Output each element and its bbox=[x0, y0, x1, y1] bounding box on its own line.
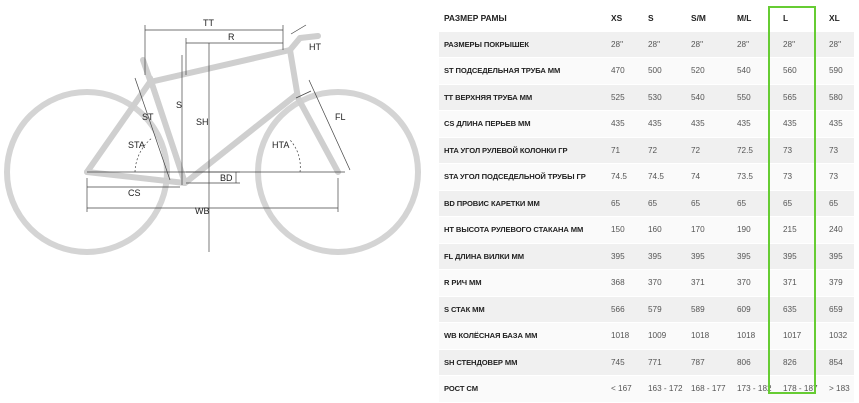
label-sh: SH bbox=[196, 117, 209, 127]
bike-geometry-diagram bbox=[0, 0, 430, 400]
cell-value: 65 bbox=[824, 191, 854, 217]
cell-value: 368 bbox=[606, 270, 643, 296]
cell-value: 395 bbox=[732, 244, 778, 270]
header-size: M/L bbox=[732, 5, 778, 31]
cell-value: 379 bbox=[824, 270, 854, 296]
row-label: STA УГОЛ ПОДСЕДЕЛЬНОЙ ТРУБЫ ГР bbox=[439, 164, 606, 190]
table-row bbox=[439, 164, 854, 190]
row-label: РОСТ СМ bbox=[439, 376, 606, 402]
cell-value: 520 bbox=[686, 58, 732, 84]
cell-value: 609 bbox=[732, 297, 778, 323]
label-s: S bbox=[176, 100, 183, 110]
dimension-lines bbox=[87, 25, 350, 252]
cell-value: 540 bbox=[686, 85, 732, 111]
cell-value: 371 bbox=[778, 270, 824, 296]
label-fl: FL bbox=[335, 112, 346, 122]
cell-value: 540 bbox=[732, 58, 778, 84]
table-row bbox=[439, 32, 854, 58]
table-row bbox=[439, 350, 854, 376]
cell-value: 73 bbox=[778, 164, 824, 190]
cell-value: 71 bbox=[606, 138, 643, 164]
cell-value: 579 bbox=[643, 297, 686, 323]
cell-value: 787 bbox=[686, 350, 732, 376]
cell-value: 435 bbox=[686, 111, 732, 137]
cell-value: 1018 bbox=[686, 323, 732, 349]
cell-value: 73 bbox=[824, 138, 854, 164]
cell-value: 65 bbox=[732, 191, 778, 217]
header-size: S bbox=[643, 5, 686, 31]
cell-value: 435 bbox=[643, 111, 686, 137]
table-row bbox=[439, 244, 854, 270]
cell-value: 435 bbox=[606, 111, 643, 137]
cell-value: 72 bbox=[686, 138, 732, 164]
cell-value: 28" bbox=[732, 32, 778, 58]
label-hta: HTA bbox=[272, 140, 290, 150]
cell-value: 771 bbox=[643, 350, 686, 376]
cell-value: 560 bbox=[778, 58, 824, 84]
bike-frame bbox=[87, 36, 338, 183]
cell-value: 395 bbox=[606, 244, 643, 270]
table-row bbox=[439, 376, 854, 402]
cell-value: 745 bbox=[606, 350, 643, 376]
cell-value: 1018 bbox=[732, 323, 778, 349]
cell-value: 28" bbox=[824, 32, 854, 58]
table-row bbox=[439, 191, 854, 217]
row-label: WB КОЛЁСНАЯ БАЗА ММ bbox=[439, 323, 606, 349]
cell-value: 74.5 bbox=[643, 164, 686, 190]
label-cs: CS bbox=[128, 188, 141, 198]
cell-value: 163 - 172 bbox=[643, 376, 686, 402]
row-label: HTA УГОЛ РУЛЕВОЙ КОЛОНКИ ГР bbox=[439, 138, 606, 164]
cell-value: 500 bbox=[643, 58, 686, 84]
cell-value: 72 bbox=[643, 138, 686, 164]
cell-value: 659 bbox=[824, 297, 854, 323]
cell-value: 854 bbox=[824, 350, 854, 376]
cell-value: 74.5 bbox=[606, 164, 643, 190]
cell-value: 73 bbox=[778, 138, 824, 164]
cell-value: 590 bbox=[824, 58, 854, 84]
row-label: S СТАК ММ bbox=[439, 297, 606, 323]
cell-value: 72.5 bbox=[732, 138, 778, 164]
cell-value: 173 - 182 bbox=[732, 376, 778, 402]
label-wb: WB bbox=[195, 206, 210, 216]
table-row bbox=[439, 85, 854, 111]
cell-value: 150 bbox=[606, 217, 643, 243]
header-size: S/M bbox=[686, 5, 732, 31]
cell-value: 65 bbox=[778, 191, 824, 217]
cell-value: 28" bbox=[643, 32, 686, 58]
row-label: CS ДЛИНА ПЕРЬЕВ ММ bbox=[439, 111, 606, 137]
header-size: XS bbox=[606, 5, 643, 31]
cell-value: 395 bbox=[643, 244, 686, 270]
table-row bbox=[439, 58, 854, 84]
cell-value: 65 bbox=[606, 191, 643, 217]
cell-value: 73 bbox=[824, 164, 854, 190]
cell-value: 190 bbox=[732, 217, 778, 243]
cell-value: 525 bbox=[606, 85, 643, 111]
cell-value: 806 bbox=[732, 350, 778, 376]
cell-value: 565 bbox=[778, 85, 824, 111]
cell-value: 550 bbox=[732, 85, 778, 111]
cell-value: 65 bbox=[643, 191, 686, 217]
cell-value: 1032 bbox=[824, 323, 854, 349]
cell-value: 435 bbox=[778, 111, 824, 137]
cell-value: 470 bbox=[606, 58, 643, 84]
cell-value: 435 bbox=[732, 111, 778, 137]
cell-value: 1009 bbox=[643, 323, 686, 349]
row-label: РАЗМЕРЫ ПОКРЫШЕК bbox=[439, 32, 606, 58]
table-row bbox=[439, 111, 854, 137]
label-r: R bbox=[228, 32, 235, 42]
cell-value: 28" bbox=[778, 32, 824, 58]
cell-value: 170 bbox=[686, 217, 732, 243]
label-ht: HT bbox=[309, 42, 321, 52]
cell-value: 1017 bbox=[778, 323, 824, 349]
cell-value: 395 bbox=[686, 244, 732, 270]
cell-value: 566 bbox=[606, 297, 643, 323]
cell-value: 215 bbox=[778, 217, 824, 243]
header-size: XL bbox=[824, 5, 854, 31]
row-label: BD ПРОВИС КАРЕТКИ ММ bbox=[439, 191, 606, 217]
cell-value: 435 bbox=[824, 111, 854, 137]
cell-value: 1018 bbox=[606, 323, 643, 349]
label-tt: TT bbox=[203, 18, 214, 28]
cell-value: 65 bbox=[686, 191, 732, 217]
row-label: SH СТЕНДОВЕР ММ bbox=[439, 350, 606, 376]
cell-value: 168 - 177 bbox=[686, 376, 732, 402]
cell-value: 178 - 187 bbox=[778, 376, 824, 402]
cell-value: 28" bbox=[606, 32, 643, 58]
cell-value: 589 bbox=[686, 297, 732, 323]
cell-value: 826 bbox=[778, 350, 824, 376]
cell-value: < 167 bbox=[606, 376, 643, 402]
cell-value: 395 bbox=[778, 244, 824, 270]
table-header-row bbox=[439, 5, 854, 31]
header-frame-size: РАЗМЕР РАМЫ bbox=[439, 5, 606, 31]
cell-value: > 183 bbox=[824, 376, 854, 402]
cell-value: 74 bbox=[686, 164, 732, 190]
geometry-table bbox=[439, 4, 854, 403]
cell-value: 395 bbox=[824, 244, 854, 270]
cell-value: 635 bbox=[778, 297, 824, 323]
row-label: R РИЧ ММ bbox=[439, 270, 606, 296]
cell-value: 240 bbox=[824, 217, 854, 243]
cell-value: 73.5 bbox=[732, 164, 778, 190]
label-st: ST bbox=[142, 112, 154, 122]
table-row bbox=[439, 217, 854, 243]
row-label: HT ВЫСОТА РУЛЕВОГО СТАКАНА ММ bbox=[439, 217, 606, 243]
cell-value: 370 bbox=[643, 270, 686, 296]
table-row bbox=[439, 138, 854, 164]
cell-value: 580 bbox=[824, 85, 854, 111]
row-label: ST ПОДСЕДЕЛЬНАЯ ТРУБА ММ bbox=[439, 58, 606, 84]
table-row bbox=[439, 323, 854, 349]
row-label: FL ДЛИНА ВИЛКИ ММ bbox=[439, 244, 606, 270]
label-sta: STA bbox=[128, 140, 145, 150]
table-row bbox=[439, 270, 854, 296]
cell-value: 371 bbox=[686, 270, 732, 296]
cell-value: 160 bbox=[643, 217, 686, 243]
label-bd: BD bbox=[220, 173, 233, 183]
cell-value: 370 bbox=[732, 270, 778, 296]
cell-value: 28" bbox=[686, 32, 732, 58]
header-size: L bbox=[778, 5, 824, 31]
cell-value: 530 bbox=[643, 85, 686, 111]
row-label: TT ВЕРХНЯЯ ТРУБА ММ bbox=[439, 85, 606, 111]
table-row bbox=[439, 297, 854, 323]
